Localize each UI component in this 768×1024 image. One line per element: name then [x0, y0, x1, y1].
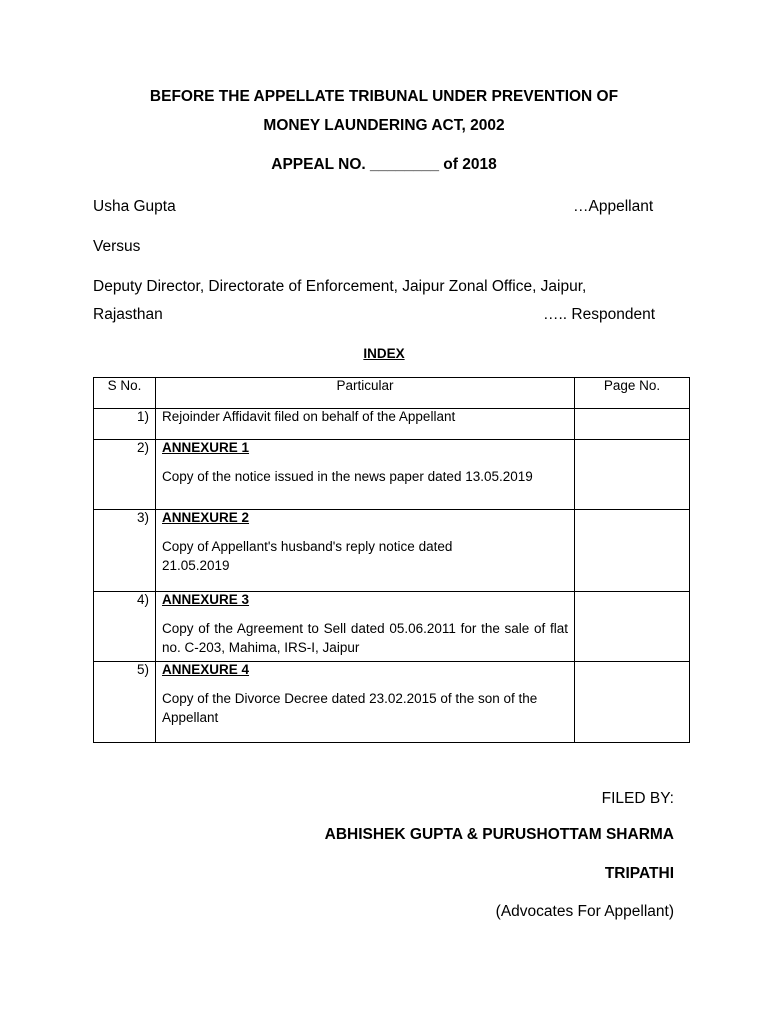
row-sno: 1)	[94, 409, 156, 440]
row-page-no	[575, 592, 690, 662]
column-header-page-no: Page No.	[575, 378, 690, 409]
row-description: Rejoinder Affidavit filed on behalf of the Appellant	[162, 409, 456, 424]
row-sno: 4)	[94, 592, 156, 662]
table-header-row	[94, 378, 690, 409]
row-page-no	[575, 510, 690, 592]
appeal-number: APPEAL NO. ________ of 2018	[271, 156, 497, 173]
row-description: Copy of the Agreement to Sell dated 05.06.2011 for the sale of flat no. C-203, Mahima, IRS-I, Jaipur	[162, 621, 568, 655]
row-page-no	[575, 440, 690, 510]
row-description: Copy of Appellant's husband's reply notice dated 21.05.2019	[162, 539, 453, 573]
row-description: Copy of the Divorce Decree dated 23.02.2015 of the son of the Appellant	[162, 691, 538, 725]
document-title-line-1: BEFORE THE APPELLATE TRIBUNAL UNDER PREVENTION OF	[149, 88, 619, 105]
appellant-role: …Appellant	[573, 198, 654, 215]
column-header-sno: S No.	[94, 378, 156, 409]
document-title-line-2: MONEY LAUNDERING ACT, 2002	[263, 117, 505, 134]
filed-by-label: FILED BY:	[601, 790, 674, 807]
row-sno: 2)	[94, 440, 156, 510]
annexure-label: ANNEXURE 3	[162, 592, 250, 607]
row-particular	[156, 592, 575, 662]
index-heading: INDEX	[363, 346, 405, 361]
respondent-role: ….. Respondent	[543, 306, 656, 323]
index-table	[93, 377, 690, 743]
annexure-label: ANNEXURE 4	[162, 662, 250, 677]
advocates-names-line-1: ABHISHEK GUPTA & PURUSHOTTAM SHARMA	[324, 826, 674, 843]
versus-label: Versus	[93, 238, 141, 255]
table-row	[94, 409, 690, 440]
row-description: Copy of the notice issued in the news paper dated 13.05.2019	[162, 469, 533, 484]
respondent-name-line-2: Rajasthan	[93, 306, 163, 323]
advocates-designation: (Advocates For Appellant)	[495, 903, 674, 920]
table-row	[94, 440, 690, 510]
row-particular	[156, 440, 575, 510]
row-particular	[156, 662, 575, 743]
row-sno: 5)	[94, 662, 156, 743]
table-row	[94, 592, 690, 662]
table-row	[94, 662, 690, 743]
annexure-label: ANNEXURE 1	[162, 440, 250, 455]
row-page-no	[575, 662, 690, 743]
row-page-no	[575, 409, 690, 440]
row-sno: 3)	[94, 510, 156, 592]
table-row	[94, 510, 690, 592]
row-particular	[156, 409, 575, 440]
row-particular	[156, 510, 575, 592]
advocates-names-line-2: TRIPATHI	[604, 865, 674, 882]
column-header-particular: Particular	[156, 378, 575, 409]
appellant-name: Usha Gupta	[93, 198, 176, 215]
respondent-name-line-1: Deputy Director, Directorate of Enforcement, Jaipur Zonal Office, Jaipur,	[93, 278, 587, 295]
annexure-label: ANNEXURE 2	[162, 510, 250, 525]
